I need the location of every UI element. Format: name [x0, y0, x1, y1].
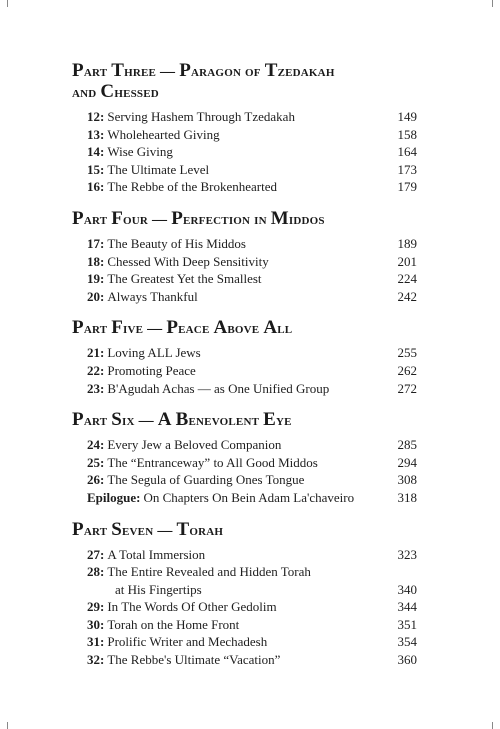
chapter-entry[interactable] — [72, 288, 417, 306]
chapter-title: Torah on the Home Front — [107, 616, 240, 632]
chapter-number: 32: — [87, 652, 105, 668]
chapter-title: Chessed With Deep Sensitivity — [107, 253, 269, 269]
chapter-number: 23: — [87, 380, 105, 396]
part-heading: and Chessed — [72, 81, 159, 102]
page-number: 308 — [397, 472, 417, 488]
chapter-number: 14: — [87, 144, 105, 160]
chapter-entry[interactable] — [72, 108, 417, 126]
chapter-number: 22: — [87, 362, 105, 378]
chapter-title: Loving ALL Jews — [107, 345, 201, 361]
chapter-title: B'Agudah Achas — as One Unified Group — [107, 380, 330, 396]
table-of-contents — [72, 61, 417, 682]
page-number: 224 — [397, 271, 417, 287]
chapter-entry[interactable] — [72, 178, 417, 196]
chapter-title: A Total Immersion — [107, 546, 206, 562]
chapter-number: 25: — [87, 454, 105, 470]
crop-mark-bottom-left — [7, 722, 8, 729]
chapter-entry[interactable] — [72, 270, 417, 288]
page-number: 272 — [397, 380, 417, 396]
chapter-title: The Beauty of His Middos — [107, 235, 246, 251]
part-heading: Part Five — Peace Above All — [72, 317, 293, 339]
chapter-entry[interactable] — [72, 235, 417, 253]
page-number: 340 — [397, 581, 417, 597]
chapter-title: Every Jew a Beloved Companion — [107, 437, 282, 453]
page-number: 285 — [397, 437, 417, 453]
chapter-number: 16: — [87, 179, 105, 195]
chapter-entry[interactable] — [72, 253, 417, 271]
chapter-title: The Segula of Guarding Ones Tongue — [107, 472, 305, 488]
page-number: 351 — [397, 616, 417, 632]
chapter-number: 27: — [87, 546, 105, 562]
chapter-list — [72, 436, 417, 506]
chapter-number: 19: — [87, 271, 105, 287]
chapter-entry[interactable] — [72, 126, 417, 144]
page-number: 173 — [397, 161, 417, 177]
chapter-list — [72, 235, 417, 305]
crop-mark-top-right — [492, 0, 493, 7]
toc-section — [72, 520, 417, 669]
part-heading: Part Three — Paragon of Tzedakah — [72, 60, 335, 81]
chapter-title: Always Thankful — [107, 288, 198, 304]
chapter-entry[interactable] — [72, 651, 417, 669]
toc-section — [72, 61, 417, 196]
chapter-entry[interactable] — [72, 362, 417, 380]
page-number: 179 — [397, 179, 417, 195]
chapter-number: 15: — [87, 161, 105, 177]
chapter-entry[interactable] — [72, 344, 417, 362]
chapter-number: 29: — [87, 599, 105, 615]
page-number: 158 — [397, 126, 417, 142]
chapter-title: The Rebbe of the Brokenhearted — [107, 179, 277, 195]
part-heading: Part Six — A Benevolent Eye — [72, 409, 292, 431]
chapter-entry[interactable] — [72, 546, 417, 564]
chapter-list — [72, 344, 417, 397]
page-number: 294 — [397, 454, 417, 470]
page-number: 360 — [397, 652, 417, 668]
chapter-entry[interactable] — [72, 436, 417, 454]
chapter-title: at His Fingertips — [115, 581, 202, 597]
chapter-number: 24: — [87, 437, 105, 453]
chapter-number: 31: — [87, 634, 105, 650]
chapter-number: 30: — [87, 616, 105, 632]
page-number: 255 — [397, 345, 417, 361]
chapter-entry[interactable] — [72, 161, 417, 179]
chapter-number: 26: — [87, 472, 105, 488]
chapter-title: The Rebbe's Ultimate “Vacation” — [107, 652, 281, 668]
chapter-number: 17: — [87, 235, 105, 251]
page-number: 262 — [397, 362, 417, 378]
chapter-entry[interactable] — [72, 616, 417, 634]
chapter-number: Epilogue: — [87, 489, 141, 505]
chapter-entry[interactable] — [72, 633, 417, 651]
chapter-entry[interactable] — [72, 454, 417, 472]
chapter-title: Wise Giving — [107, 144, 173, 160]
chapter-title: Prolific Writer and Mechadesh — [107, 634, 268, 650]
chapter-title: Promoting Peace — [107, 362, 196, 378]
chapter-title: Wholehearted Giving — [107, 126, 220, 142]
page-number: 189 — [397, 235, 417, 251]
part-heading: Part Seven — Torah — [72, 518, 224, 540]
chapter-entry[interactable] — [72, 471, 417, 489]
chapter-entry-continuation[interactable] — [72, 581, 417, 599]
chapter-number: 21: — [87, 345, 105, 361]
chapter-list — [72, 108, 417, 196]
chapter-entry[interactable] — [72, 143, 417, 161]
chapter-entry[interactable] — [72, 489, 417, 507]
page-number: 164 — [397, 144, 417, 160]
chapter-entry[interactable] — [72, 380, 417, 398]
chapter-title: In The Words Of Other Gedolim — [107, 599, 277, 615]
page-number: 354 — [397, 634, 417, 650]
chapter-number: 28: — [87, 564, 105, 580]
chapter-title: Serving Hashem Through Tzedakah — [107, 109, 295, 124]
chapter-number: 13: — [87, 126, 105, 142]
toc-section — [72, 318, 417, 397]
page-number: 201 — [397, 253, 417, 269]
toc-section — [72, 410, 417, 506]
page-number: 323 — [397, 546, 417, 562]
chapter-number: 12: — [87, 109, 105, 124]
toc-section — [72, 209, 417, 305]
chapter-title: The Ultimate Level — [107, 161, 210, 177]
chapter-title: The “Entranceway” to All Good Middos — [107, 454, 318, 470]
part-heading: Part Four — Perfection in Middos — [72, 207, 325, 229]
chapter-entry[interactable] — [72, 598, 417, 616]
chapter-number: 20: — [87, 288, 105, 304]
chapter-title: On Chapters On Bein Adam La'chaveiro — [143, 489, 355, 505]
chapter-entry[interactable] — [72, 563, 417, 581]
crop-mark-top-left — [7, 0, 8, 7]
page-number: 318 — [397, 489, 417, 505]
chapter-title: The Greatest Yet the Smallest — [107, 271, 262, 287]
chapter-number: 18: — [87, 253, 105, 269]
page-number: 149 — [397, 109, 417, 124]
crop-mark-bottom-right — [492, 722, 493, 729]
chapter-title: The Entire Revealed and Hidden Torah — [107, 564, 311, 580]
page-number: 344 — [397, 599, 417, 615]
chapter-list — [72, 546, 417, 669]
page-number: 242 — [397, 288, 417, 304]
